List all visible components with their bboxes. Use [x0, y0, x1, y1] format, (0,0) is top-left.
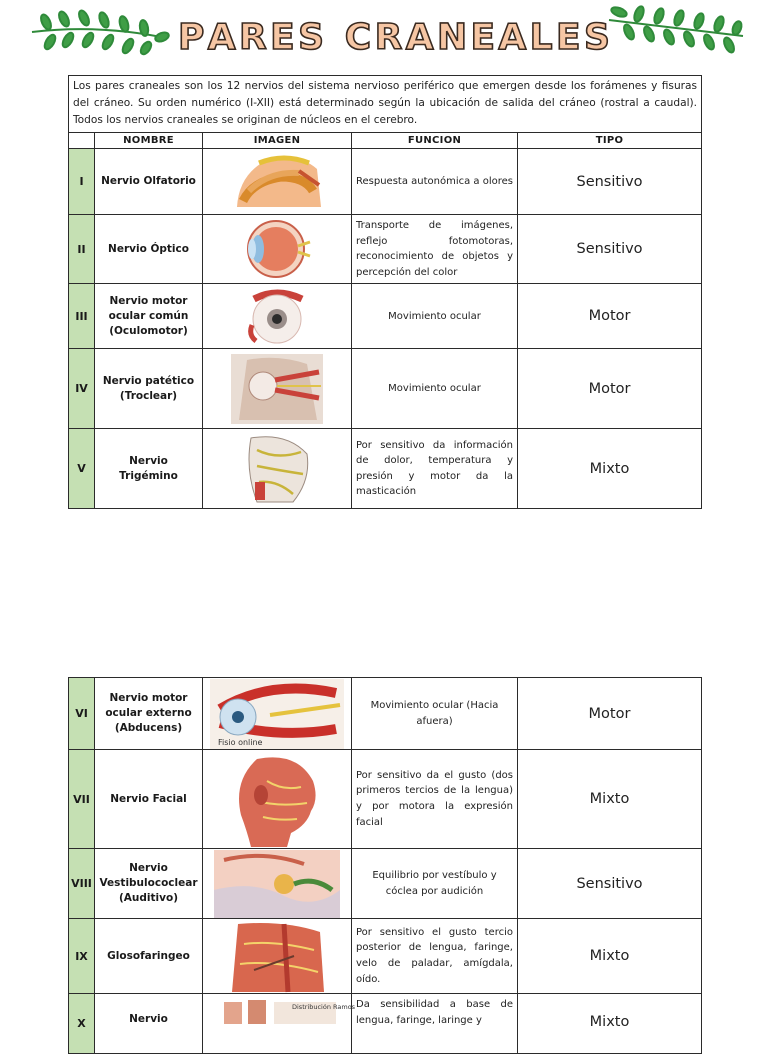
- nerve-function: Movimiento ocular: [352, 349, 518, 429]
- nasal-cavity-image: [203, 149, 352, 215]
- table-row: [69, 429, 702, 509]
- header-banner: [0, 0, 768, 70]
- nerve-function: Por sensitivo da información de dolor, temperatura y presión y motor da la masticación: [352, 429, 518, 509]
- nerve-function: Transporte de imágenes, reflejo fotomotoras, reconocimiento de objetos y percepción del color: [352, 215, 518, 284]
- nerve-number: X: [69, 994, 95, 1054]
- nerve-function: Por sensitivo da el gusto (dos primeros tercios de la lengua) y por motora la expresión facial: [352, 750, 518, 849]
- eyeball-muscles-image: [203, 284, 352, 349]
- header-number: [69, 133, 95, 149]
- nerve-number: VII: [69, 750, 95, 849]
- nerve-number: IV: [69, 349, 95, 429]
- nerve-number: I: [69, 149, 95, 215]
- nerve-type: Sensitivo: [518, 849, 702, 919]
- nerve-name: Nervio Olfatorio: [95, 149, 203, 215]
- cranial-nerves-table-bottom: [68, 677, 702, 1054]
- nerve-number: V: [69, 429, 95, 509]
- nerve-type: Mixto: [518, 994, 702, 1054]
- nerve-name: Nervio motor ocular común (Oculomotor): [95, 284, 203, 349]
- table-row: [69, 919, 702, 994]
- head-facial-nerve-image: [203, 750, 352, 849]
- nerve-type: Mixto: [518, 750, 702, 849]
- intro-row: [69, 76, 702, 133]
- cranial-nerves-table-top: [68, 75, 702, 509]
- eye-muscles-image: [203, 678, 352, 750]
- nerve-name: Glosofaringeo: [95, 919, 203, 994]
- trigeminal-nerve-image: [203, 429, 352, 509]
- header-funcion: FUNCION: [352, 133, 518, 149]
- nerve-type: Sensitivo: [518, 215, 702, 284]
- table-row: [69, 678, 702, 750]
- neck-nerve-image: [203, 919, 352, 994]
- nerve-name: Nervio Vestibulococlear (Auditivo): [95, 849, 203, 919]
- nerve-function: Movimiento ocular (Hacia afuera): [352, 678, 518, 750]
- nerve-type: Mixto: [518, 429, 702, 509]
- inner-ear-image: [203, 849, 352, 919]
- header-imagen: IMAGEN: [203, 133, 352, 149]
- nerve-name: Nervio patético (Troclear): [95, 349, 203, 429]
- nerve-type: Motor: [518, 349, 702, 429]
- table-row: [69, 215, 702, 284]
- header-tipo: TIPO: [518, 133, 702, 149]
- nerve-name: Nervio motor ocular externo (Abducens): [95, 678, 203, 750]
- nerve-number: VI: [69, 678, 95, 750]
- nerve-number: II: [69, 215, 95, 284]
- nerve-type: Motor: [518, 284, 702, 349]
- nerve-function: Respuesta autonómica a olores: [352, 149, 518, 215]
- table-header-row: [69, 133, 702, 149]
- nerve-function: Por sensitivo el gusto tercio posterior de lengua, faringe, velo de paladar, amígdala, oído.: [352, 919, 518, 994]
- nerve-number: III: [69, 284, 95, 349]
- image-caption: Distribución Ramos: [292, 1003, 356, 1011]
- nerve-number: VIII: [69, 849, 95, 919]
- table-row: [69, 349, 702, 429]
- nerve-function: Da sensibilidad a base de lengua, faringe, laringe y: [352, 994, 518, 1054]
- nerve-number: IX: [69, 919, 95, 994]
- eye-cross-section-image: [203, 215, 352, 284]
- orbit-anatomy-image: [203, 349, 352, 429]
- nerve-function: Equilibrio por vestíbulo y cóclea por audición: [352, 849, 518, 919]
- intro-paragraph: Los pares craneales son los 12 nervios del sistema nervioso periférico que emergen desde los forámenes y fisuras del cráneo. Su orden numérico (I-XII) está determinado según la ubicación de salida del cráneo (rostral a caudal). Todos los nervios craneales se originan de núcleos en el cerebro.: [69, 76, 702, 133]
- leaf-sprig-left-icon: [28, 6, 170, 58]
- leaf-sprig-right-icon: [605, 6, 747, 58]
- table-row: [69, 149, 702, 215]
- nerve-type: Motor: [518, 678, 702, 750]
- table-row: [69, 750, 702, 849]
- table-row: [69, 849, 702, 919]
- nerve-name: Nervio Óptico: [95, 215, 203, 284]
- nerve-name: Nervio Trigémino: [95, 429, 203, 509]
- image-caption: Fisio online: [218, 737, 263, 747]
- nerve-name: Nervio: [95, 994, 203, 1054]
- nerve-name: Nervio Facial: [95, 750, 203, 849]
- header-nombre: NOMBRE: [95, 133, 203, 149]
- nerve-type: Mixto: [518, 919, 702, 994]
- page-title: P A R E S C R A N E A L E S: [178, 16, 610, 58]
- table-row: [69, 994, 702, 1054]
- table-row: [69, 284, 702, 349]
- nerve-type: Sensitivo: [518, 149, 702, 215]
- vagus-distribution-image: [203, 994, 356, 1054]
- nerve-function: Movimiento ocular: [352, 284, 518, 349]
